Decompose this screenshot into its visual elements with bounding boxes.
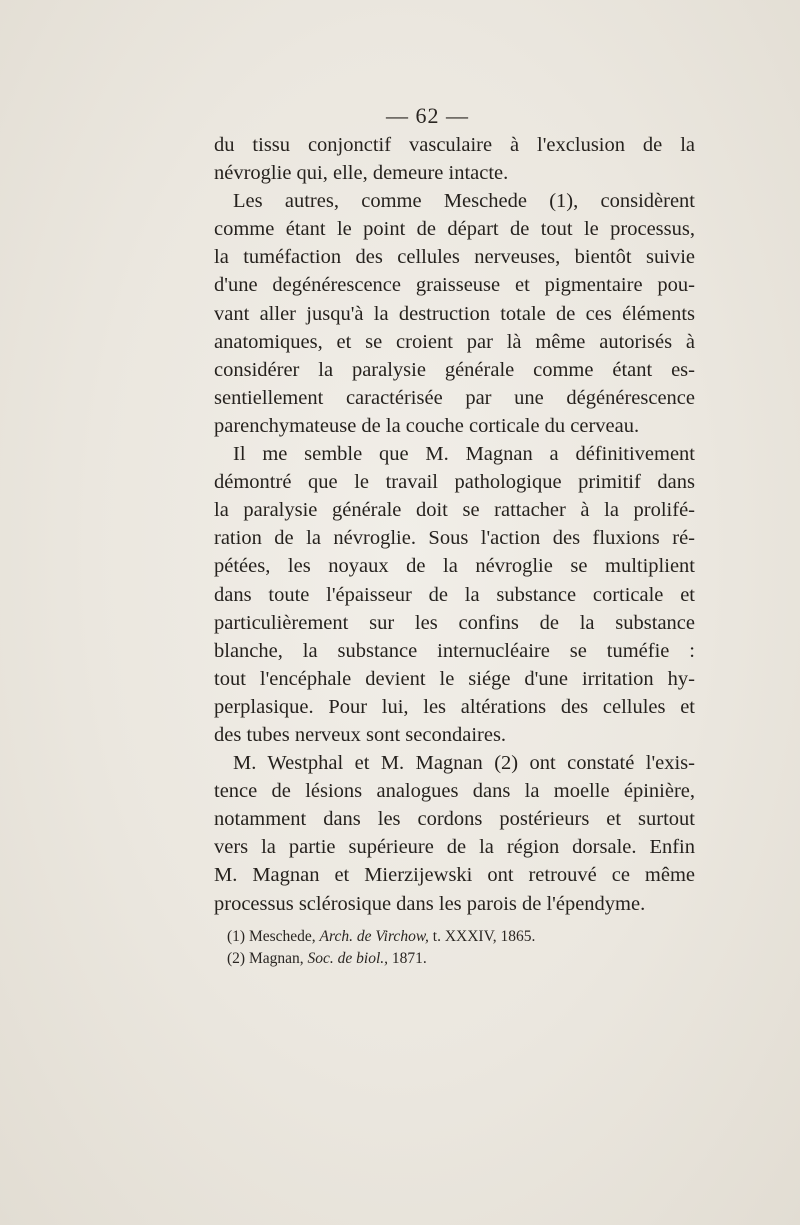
text-line: M. Westphal et M. Magnan (2) ont constaté l'exis-	[233, 752, 695, 775]
text-line: Il me semble que M. Magnan a définitivement	[233, 443, 695, 466]
footnote-marker: (1)	[227, 928, 246, 945]
text-line: tout l'encéphale devient le siége d'une irritation hy-	[214, 667, 695, 690]
body-text	[214, 131, 695, 918]
text-line: pétées, les noyaux de la névroglie se multiplient	[214, 555, 695, 578]
text-line: notamment dans les cordons postérieurs et surtout	[214, 808, 695, 831]
text-line: perplasique. Pour lui, les altérations des cellules et	[214, 695, 695, 718]
text-line: anatomiques, et se croient par là même autorisés à	[214, 330, 695, 353]
footnote-journal: Soc. de biol.,	[307, 950, 388, 967]
text-line: tence de lésions analogues dans la moelle épinière,	[214, 780, 695, 803]
paragraph-2	[214, 187, 695, 440]
paragraph-3	[214, 440, 695, 749]
text-line: vant aller jusqu'à la destruction totale de ces éléments	[214, 302, 695, 325]
text-line: processus sclérosique dans les parois de l'épendyme.	[214, 892, 646, 915]
text-line: particulièrement sur les confins de la substance	[214, 611, 695, 634]
text-line: comme étant le point de départ de tout le processus,	[214, 218, 695, 241]
text-line: sentiellement caractérisée par une dégénérescence	[214, 386, 695, 409]
footnote-author: Magnan,	[248, 950, 304, 967]
footnote-journal: Arch. de Virchow,	[319, 928, 429, 945]
text-line: M. Magnan et Mierzijewski ont retrouvé ce même	[214, 864, 695, 887]
paragraph-4	[214, 749, 695, 918]
text-line: d'une degénérescence graisseuse et pigmentaire pou-	[214, 274, 695, 297]
text-line: la paralysie générale doit se rattacher à la prolifé-	[214, 499, 695, 522]
text-line: dans toute l'épaisseur de la substance corticale et	[214, 583, 695, 606]
footnote-2	[227, 948, 667, 970]
text-line: vers la partie supérieure de la région dorsale. Enfin	[214, 836, 695, 859]
text-line: des tubes nerveux sont secondaires.	[214, 723, 507, 746]
text-line: considérer la paralysie générale comme étant es-	[214, 358, 695, 381]
text-line: démontré que le travail pathologique primitif dans	[214, 471, 695, 494]
footnote-reference: 1871.	[391, 950, 427, 967]
text-line: ration de la névroglie. Sous l'action des fluxions ré-	[214, 527, 695, 550]
text-line: blanche, la substance internucléaire se tuméfie :	[214, 639, 695, 662]
footnote-1	[227, 926, 667, 948]
text-line: du tissu conjonctif vasculaire à l'exclusion de la	[214, 134, 695, 156]
page-number: — 62 —	[386, 103, 469, 128]
text-line: névroglie qui, elle, demeure intacte.	[214, 162, 509, 185]
paragraph-1	[214, 131, 695, 187]
text-line: la tuméfaction des cellules nerveuses, bientôt suivie	[214, 246, 695, 269]
text-line: parenchymateuse de la couche corticale du cerveau.	[214, 414, 640, 437]
footnote-author: Meschede,	[248, 928, 316, 945]
footnote-reference: t. XXXIV, 1865.	[432, 928, 536, 945]
text-line: Les autres, comme Meschede (1), considèrent	[233, 190, 695, 213]
footnotes	[227, 926, 667, 970]
footnote-marker: (2)	[227, 950, 246, 967]
